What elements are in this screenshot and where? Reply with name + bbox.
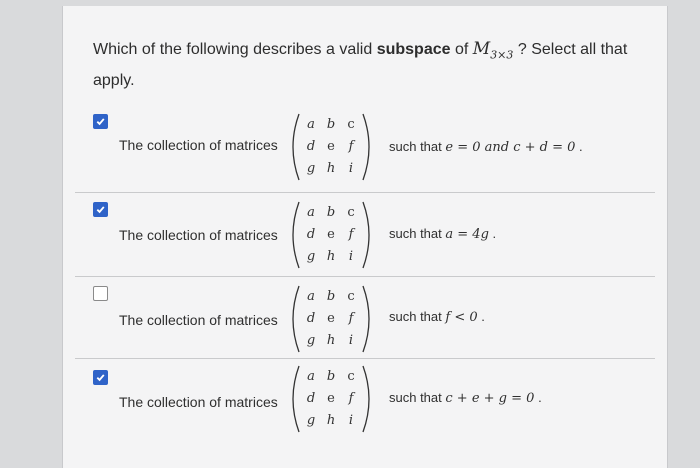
- option-4-condition: such that c + e + g = 0 .: [389, 390, 542, 406]
- option-2[interactable]: [63, 192, 667, 276]
- matrix-cell: i: [348, 161, 354, 176]
- matrix-cell: d: [306, 391, 316, 406]
- matrix-cell: b: [326, 205, 336, 220]
- option-1-checkbox[interactable]: [93, 114, 108, 129]
- matrix-cell: d: [306, 311, 316, 326]
- option-4-checkbox[interactable]: [93, 370, 108, 385]
- matrix-cell: g: [306, 333, 316, 348]
- matrix-cell: c: [347, 289, 355, 304]
- matrix-cell: a: [307, 289, 315, 304]
- matrix-cell: b: [326, 289, 336, 304]
- option-1-matrix: [285, 110, 377, 184]
- checkmark-icon: [95, 372, 106, 383]
- matrix-cell: d: [306, 139, 316, 154]
- matrix-cell: i: [348, 333, 354, 348]
- option-3-condition: such that f < 0 .: [389, 309, 485, 325]
- option-2-checkbox[interactable]: [93, 202, 108, 217]
- matrix-cell: e: [327, 391, 335, 406]
- option-4-lead: The collection of matrices: [119, 394, 278, 410]
- question-text-after: ? Select all that apply.: [93, 41, 628, 90]
- option-4[interactable]: [63, 358, 667, 442]
- option-1[interactable]: [63, 106, 667, 190]
- matrix-cell: b: [326, 369, 336, 384]
- option-4-matrix: [285, 362, 377, 436]
- checkmark-icon: [95, 204, 106, 215]
- question-text: [93, 36, 653, 94]
- option-3-matrix: [285, 282, 377, 356]
- matrix-cell: h: [326, 161, 336, 176]
- matrix-cell: e: [327, 227, 335, 242]
- question-bold-term: subspace: [376, 41, 451, 58]
- matrix-cell: g: [306, 161, 316, 176]
- matrix-cell: i: [348, 249, 354, 264]
- option-2-lead: The collection of matrices: [119, 227, 278, 243]
- matrix-cell: c: [347, 117, 355, 132]
- option-2-condition: such that a = 4g .: [389, 226, 497, 242]
- matrix-cell: f: [348, 311, 354, 326]
- option-1-condition: such that e = 0 and c + d = 0 .: [389, 139, 583, 155]
- matrix-cell: c: [347, 205, 355, 220]
- matrix-cell: i: [348, 413, 354, 428]
- matrix-cell: f: [348, 391, 354, 406]
- matrix-cell: h: [326, 333, 336, 348]
- option-3-checkbox[interactable]: [93, 286, 108, 301]
- option-2-matrix: [285, 198, 377, 272]
- matrix-cell: h: [326, 249, 336, 264]
- matrix-cell: g: [306, 413, 316, 428]
- matrix-cell: c: [347, 369, 355, 384]
- option-3[interactable]: [63, 276, 667, 360]
- matrix-cell: g: [306, 249, 316, 264]
- matrix-cell: b: [326, 117, 336, 132]
- question-panel: [62, 6, 668, 468]
- matrix-cell: f: [348, 139, 354, 154]
- matrix-space-symbol: $M_{3\times 3}$: [472, 39, 514, 62]
- checkmark-icon: [95, 116, 106, 127]
- matrix-cell: e: [327, 139, 335, 154]
- question-text-before: Which of the following describes a valid: [93, 41, 373, 58]
- matrix-cell: d: [306, 227, 316, 242]
- option-1-lead: The collection of matrices: [119, 137, 278, 153]
- matrix-cell: h: [326, 413, 336, 428]
- question-text-of: of: [454, 41, 469, 58]
- matrix-cell: f: [348, 227, 354, 242]
- matrix-cell: a: [307, 205, 315, 220]
- option-3-lead: The collection of matrices: [119, 312, 278, 328]
- matrix-cell: a: [307, 369, 315, 384]
- matrix-cell: a: [307, 117, 315, 132]
- matrix-cell: e: [327, 311, 335, 326]
